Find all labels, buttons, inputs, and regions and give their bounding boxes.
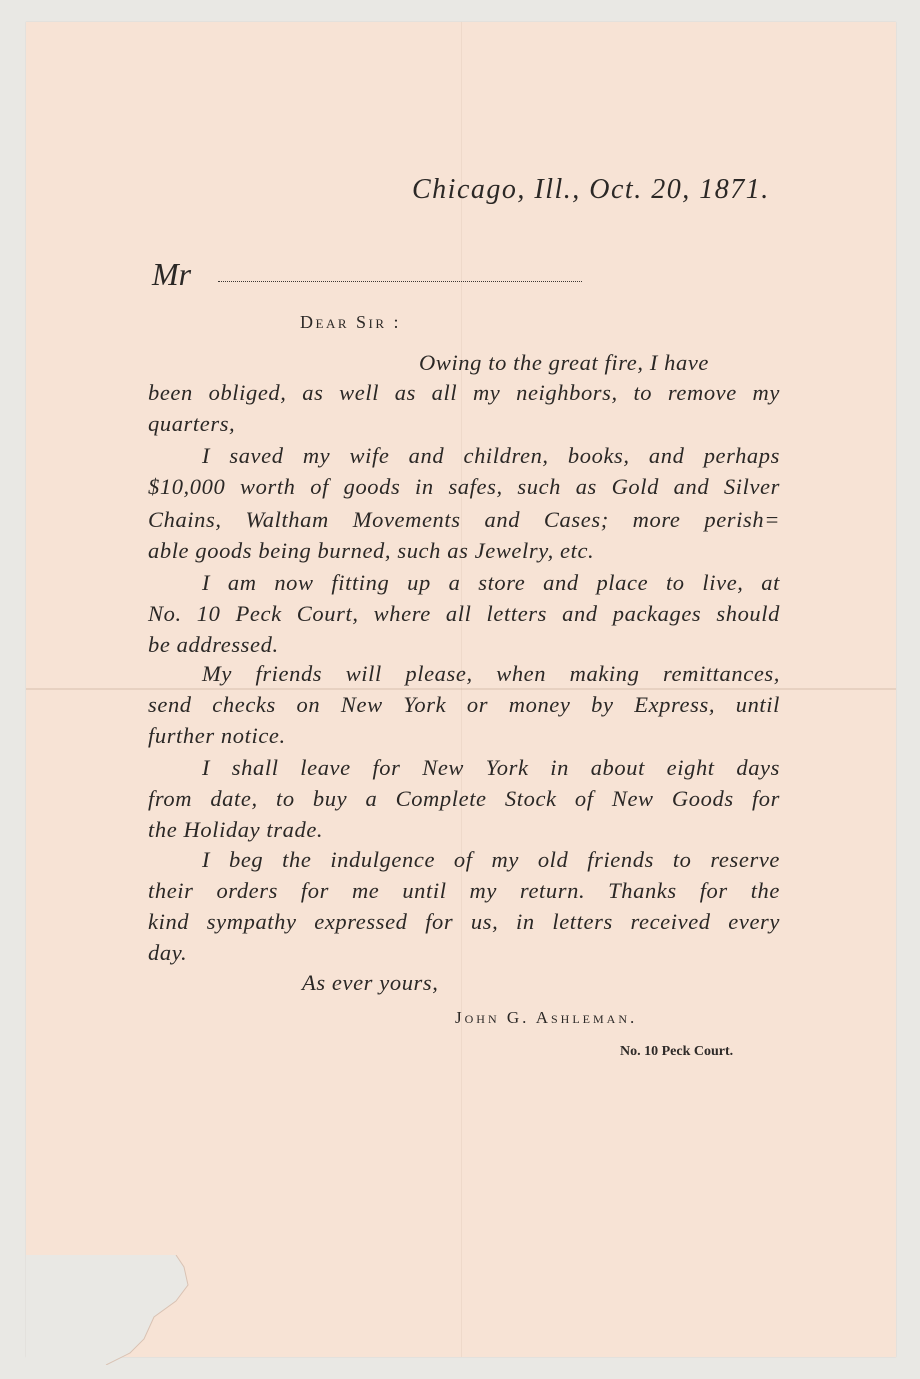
letter-line: No. 10 Peck Court, where all letters and packages should <box>148 601 780 626</box>
letter-line: I beg the indulgence of my old friends to reserve <box>202 847 780 872</box>
letter-line: kind sympathy expressed for us, in letters received every <box>148 909 780 934</box>
closing: As ever yours, <box>302 970 439 995</box>
letter-line: My friends will please, when making remittances, <box>202 661 780 686</box>
torn-paper-corner <box>26 1255 206 1365</box>
letter-line: been obliged, as well as all my neighbors, to remove my <box>148 380 780 405</box>
letter-line: I shall leave for New York in about eight days <box>202 755 780 780</box>
letter-line: send checks on New York or money by Express, until <box>148 692 780 717</box>
letter-line: day. <box>148 940 188 965</box>
addressee-prefix: Mr <box>152 256 192 292</box>
letter-line: their orders for me until my return. Thanks for the <box>148 878 780 903</box>
letter-line: I am now fitting up a store and place to live, at <box>202 570 780 595</box>
letter-line: $10,000 worth of goods in safes, such as Gold and Silver <box>148 474 780 499</box>
vertical-fold-crease <box>461 22 462 1357</box>
sender-address: No. 10 Peck Court. <box>620 1044 734 1059</box>
letter-line: able goods being burned, such as Jewelry, etc. <box>148 538 595 563</box>
salutation: Dear Sir : <box>300 312 402 332</box>
dateline: Chicago, Ill., Oct. 20, 1871. <box>412 174 770 205</box>
signature: John G. Ashleman. <box>455 1008 638 1027</box>
letter-line: from date, to buy a Complete Stock of New Goods for <box>148 786 780 811</box>
letter-line: the Holiday trade. <box>148 817 324 842</box>
letter-line: Chains, Waltham Movements and Cases; more perish= <box>148 507 780 532</box>
letter-line: I saved my wife and children, books, and perhaps <box>202 443 780 468</box>
addressee-blank-line <box>218 281 582 282</box>
letter-line: quarters, <box>148 411 236 436</box>
letter-line: Owing to the great fire, I have <box>419 350 710 375</box>
letter-line: further notice. <box>148 723 286 748</box>
letter-line: be addressed. <box>148 632 279 657</box>
